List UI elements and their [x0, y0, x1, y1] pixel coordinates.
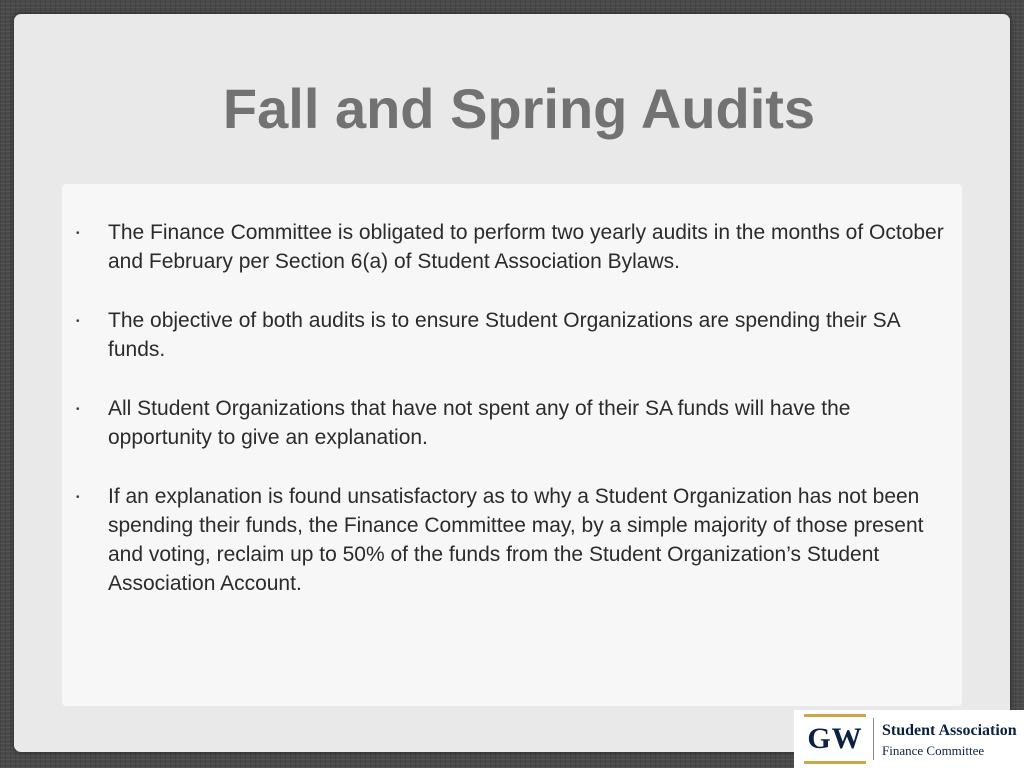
bullet-icon: • — [76, 228, 80, 239]
bullet-icon: • — [76, 404, 80, 415]
gw-logo — [794, 710, 1024, 768]
content-box — [62, 184, 962, 706]
bullet-item — [62, 394, 962, 452]
slide — [14, 14, 1010, 752]
logo-org-subtitle: Finance Committee — [882, 743, 985, 758]
slide-title: Fall and Spring Audits — [222, 77, 816, 140]
logo-divider — [873, 718, 874, 760]
bullet-text: The Finance Committee is obligated to perform two yearly audits in the months of October and February per Section 6(a) of Student Association Bylaws. — [108, 221, 944, 273]
bullet-text: All Student Organizations that have not spent any of their SA funds will have the opportunity to give an explanation. — [108, 397, 851, 449]
bullet-item — [62, 482, 962, 598]
logo-org-name: Student Association — [882, 722, 1017, 739]
bullet-list — [62, 218, 962, 628]
bullet-text: If an explanation is found unsatisfactory as to why a Student Organization has not been spending their funds, the Finance Committee may, by a simple majority of those present and voting, reclaim up to 50% of the funds from the Student Organization’s Student Association Account. — [108, 485, 924, 595]
bullet-text: The objective of both audits is to ensure Student Organizations are spending their SA funds. — [108, 309, 900, 361]
bullet-icon: • — [76, 316, 80, 327]
bullet-item — [62, 306, 962, 364]
bullet-item — [62, 218, 962, 276]
bullet-icon: • — [76, 492, 80, 503]
gw-monogram: GW — [804, 714, 866, 764]
